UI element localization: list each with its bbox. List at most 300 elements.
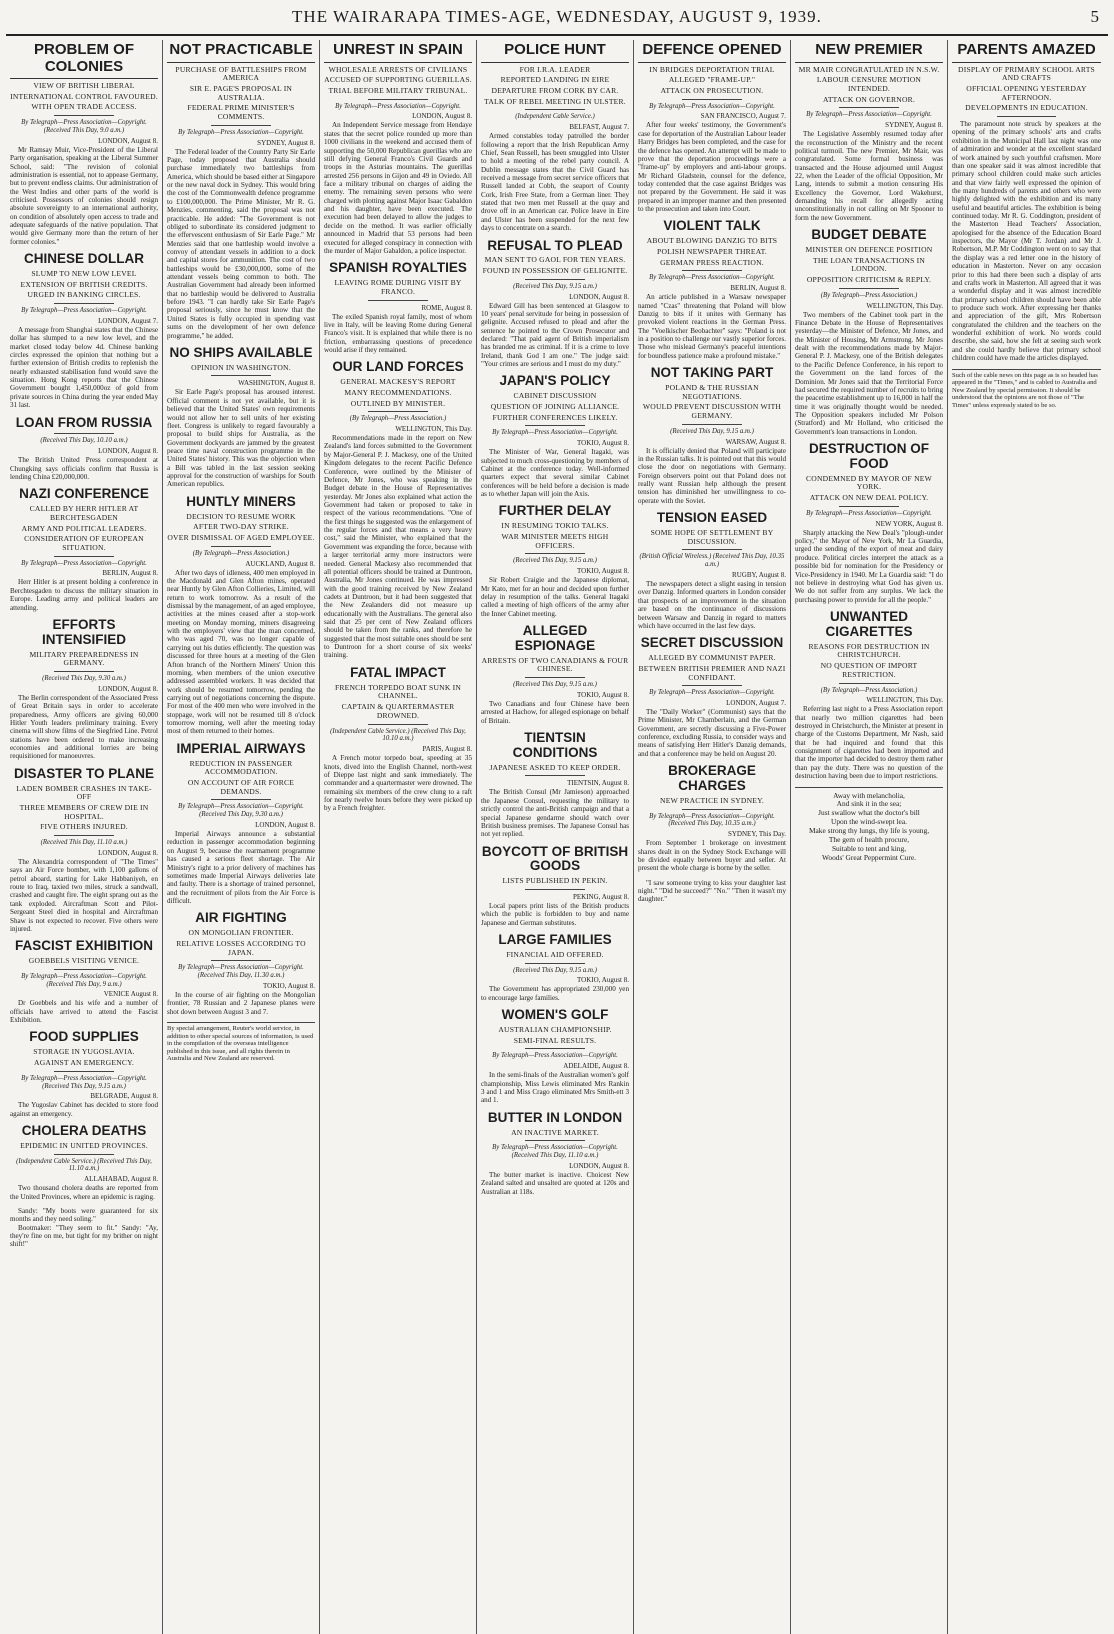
article-text: An article published in a Warsaw newspaper named "Czas" threatening that Poland will blow Danzig to bits if it unites with Germany has provoked violent reactions in the German Press. The "Voelkischer Beobachter" says: "Poland is not in a position to challenge our vastly superior forces. Those who mislead Germany's peaceful intentions for boundless patience make a profound mistake." xyxy=(638,293,786,360)
divider-rule xyxy=(211,960,270,961)
article-text: In the semi-finals of the Australian women's golf championship, Miss Lewis eliminated Mrs Rankin 3 and 1 and Miss Crago eliminated Mrs Smith-ett 3 and 1. xyxy=(481,1071,629,1105)
column-6 xyxy=(791,40,948,1634)
article xyxy=(10,1030,158,1118)
article-subheading: REDUCTION IN PASSENGER ACCOMMODATION. xyxy=(189,758,293,777)
article-headline: POLICE HUNT xyxy=(481,42,629,63)
article-body xyxy=(795,705,943,780)
article-text: Edward Gill has been sentenced at Glasgow to 10 years' penal servitude for being in possession of gelignite. Accused refused to plead and after the sentence he pointed to the Crown Prosecutor and declared: "That paid agent of British imperialism has branded me as criminal. If it is a crime to love Ireland, thank God I am one." The judge said: "Your crimes are serious and I must do my duty." xyxy=(481,301,629,369)
article-subheading: DEPARTURE FROM CORK BY CAR. xyxy=(491,85,619,95)
article-body xyxy=(795,311,943,436)
article-text: The British Consul (Mr Jamieson) approached the Japanese Consul, requesting the military to strictly control the anti-British campaign and that a special Japanese gendarme should watch over British business premises. The Japanese Consul has not yet replied. xyxy=(481,788,629,839)
article-text: From September 1 brokerage on investment shares dealt in on the Sydney Stock Exchange will be divided equally between buyer and seller. At present the whole charge is borne by the seller. xyxy=(638,839,786,873)
article-subheading: MANY RECOMMENDATIONS. xyxy=(344,387,452,397)
divider-rule xyxy=(211,125,270,126)
article-byline: By Telegraph—Press Association—Copyright. xyxy=(335,102,461,110)
article-subheading: FRENCH TORPEDO BOAT SUNK IN CHANNEL. xyxy=(334,682,462,701)
article-dateline: LONDON, August 8. xyxy=(569,1161,629,1170)
article-body xyxy=(10,858,158,933)
divider-rule xyxy=(525,109,584,110)
article-text: The Alexandria correspondent of "The Times" says an Air Force bomber, with 1,100 gallons of petrol aboard, starting for Lake Habbaniyeh, en route to Iraq, taxied two miles, struck a sandwall, crashed and caught fire. The eight sprang out as the tank exploded. Aircraftman Scott and Pilot-Sergeant Steel died in hospital and Aircraftman Shaw is not expected to recover. Five others were injured. xyxy=(10,857,158,933)
article-subheading: CONDEMNED BY MAYOR OF NEW YORK. xyxy=(806,473,932,492)
article-headline: BUDGET DEBATE xyxy=(811,227,927,243)
article-headline: PROBLEM OF COLONIES xyxy=(10,42,158,79)
article-headline: SECRET DISCUSSION xyxy=(640,635,784,651)
article-body xyxy=(10,1101,158,1118)
article-body xyxy=(481,788,629,838)
divider-rule xyxy=(54,835,113,836)
divider-rule xyxy=(54,303,113,304)
article-body xyxy=(10,326,158,410)
article-subheading: RELATIVE LOSSES ACCORDING TO JAPAN. xyxy=(176,938,306,957)
joke-line: Bootmaker: "They seem to fit." Sandy: "Ay, they're fine on me, but tight for my brither on night shift!" xyxy=(10,1223,158,1249)
masthead xyxy=(6,0,1108,36)
article-byline: By Telegraph—Press Association—Copyright. xyxy=(649,102,775,110)
columns-container xyxy=(6,40,1108,1634)
divider-rule xyxy=(525,425,584,426)
article-byline: By Telegraph—Press Association—Copyright. xyxy=(492,1052,618,1060)
divider-rule xyxy=(682,424,741,425)
article-headline: ALLEGED ESPIONAGE xyxy=(514,623,596,653)
reuters-notice: By special arrangement, Reuter's world service, in addition to other special sources of information, is used in the compilation of the overseas intelligence published in this issue, and all rights therein in Australia and New Zealand are reserved. xyxy=(167,1022,315,1063)
article xyxy=(638,636,786,758)
article-subheading: FEDERAL PRIME MINISTER'S COMMENTS. xyxy=(187,103,295,122)
article-dateline: PARIS, August 8. xyxy=(422,745,472,754)
article-text: The Legislative Assembly resumed today after the reconstruction of the Ministry and the recent political turmoil. The new Premier, Mr Mair, was congratulated. Some formal business was transacted and the House adjourned until August 22, when the Leader of the official Opposition, Mr Lang, intends to submit a motion censuring His Excellency the Governor, Lord Wakehurst, demanding his recall for allegedly acting unconstitutionally in not calling on Mr Spooner to form the new Government. xyxy=(795,130,943,222)
article-dateline: LONDON, August 8. xyxy=(569,292,629,301)
article-subheading: GOEBBELS VISITING VENICE. xyxy=(28,956,140,966)
article-dateline: LONDON, August 7. xyxy=(726,699,786,708)
divider-rule xyxy=(368,300,427,301)
divider-rule xyxy=(682,685,741,686)
article-dateline: AUCKLAND, August 8. xyxy=(245,559,315,568)
article-body xyxy=(952,120,1101,362)
article-headline: NO SHIPS AVAILABLE xyxy=(169,344,313,360)
article-headline: CHOLERA DEATHS xyxy=(21,1123,147,1139)
divider-rule xyxy=(211,546,270,547)
article-subheading: FIVE OTHERS INJURED. xyxy=(40,822,128,832)
article-subheading: OPPOSITION CRITICISM & REPLY. xyxy=(806,275,932,285)
article-subheading: IN RESUMING TOKIO TALKS. xyxy=(501,521,609,531)
article-text: In the course of air fighting on the Mongolian frontier, 78 Russian and 2 Japanese planes were shot down between August 3 and 7. xyxy=(167,990,315,1016)
article-subheading: TALK OF REBEL MEETING IN ULSTER. xyxy=(484,96,626,106)
article-subheading: SIR E. PAGE'S PROPOSAL IN AUSTRALIA. xyxy=(189,83,293,102)
divider-rule xyxy=(525,1140,584,1141)
article-subheading: ALLEGED "FRAME-UP." xyxy=(668,75,756,85)
article-subheading: TRIAL BEFORE MILITARY TRIBUNAL. xyxy=(328,85,468,95)
divider-rule xyxy=(211,375,270,376)
article-dateline: ADELAIDE, August 8. xyxy=(563,1062,629,1071)
divider-rule xyxy=(525,677,584,678)
article xyxy=(481,1008,629,1105)
article-body xyxy=(324,434,472,660)
article-subheading: ARMY AND POLITICAL LEADERS. xyxy=(21,523,147,533)
article-byline: (Independent Cable Service.) (Received This Day, 11.10 a.m.) xyxy=(16,1157,152,1173)
divider-rule xyxy=(839,683,898,684)
joke-line: Sandy: "My boots were guaranteed for six months and they need soling." xyxy=(10,1207,158,1224)
article-dateline: WELLINGTON, This Day. xyxy=(395,425,472,434)
article-body xyxy=(167,569,315,736)
article-dateline: VENICE August 8. xyxy=(103,990,158,999)
article-dateline: TOKIO, August 8. xyxy=(577,976,629,985)
article-headline: FASCIST EXHIBITION xyxy=(14,938,153,954)
advert-line: The gem of health procure, xyxy=(828,834,910,844)
article xyxy=(10,42,158,246)
article-subheading: POLAND & THE RUSSIAN NEGOTIATIONS. xyxy=(665,382,759,401)
article-headline: BOYCOTT OF BRITISH GOODS xyxy=(481,843,629,874)
article-subheading: STORAGE IN YUGOSLAVIA. xyxy=(33,1047,135,1057)
article-text: Sir Earle Page's proposal has aroused interest. Official comment is not yet available, but it is believed that the United States' own requirements would not allow her to sell units of her existing fleet. Congress is unlikely to regard favourably a proposal to build ships for Australia, as the Government dockyards are jammed by the greatest peace time naval construction programme in the United States' history. This was the objection when a Bill was tabled in the last session seeking approval for the construction of warships for South American republics. xyxy=(167,388,315,489)
article-byline: (Received This Day, 11.10 a.m.) xyxy=(40,839,128,847)
article-text: An Independent Service message from Hendaye states that the secret police rounded up more than 1000 civilians in the weekend and accused them of supporting the 50,000 Republican guerillas who are still defying General Franco's Civil Guards and troops in the Asturias mountains. The guerillas arrested 256 persons in Gijon and 49 in Oviedo. All face a military tribunal on charges of aiding the enemy. The remaining seven persons who were charged with plotting against Major Isaac Gabaldon and his daughter, have been executed. The execution had been delayed to allow the judges to decide on the method. It was earlier officially announced in Madrid that 53 persons had been executed for alleged conspiracy in connection with the murder of Major Gabaldon, a police inspector. xyxy=(324,121,472,255)
article-body xyxy=(481,902,629,927)
divider-rule xyxy=(682,809,741,810)
article xyxy=(638,764,786,872)
article-subheading: ALLEGED BY COMMUNIST PAPER. xyxy=(648,653,776,663)
divider-rule xyxy=(54,556,113,557)
article-body xyxy=(481,132,629,232)
article-headline: TENSION EASED xyxy=(656,510,768,526)
article-byline: By Telegraph—Press Association—Copyright. xyxy=(806,111,932,119)
article-body xyxy=(481,448,629,498)
article-body xyxy=(10,1184,158,1201)
article-subheading: VIEW OF BRITISH LIBERAL xyxy=(33,81,135,90)
article-subheading: WHOLESALE ARRESTS OF CIVILIANS xyxy=(328,64,468,74)
article-body xyxy=(481,700,629,725)
article-subheading: BETWEEN BRITISH PREMIER AND NAZI CONFIDANT. xyxy=(638,663,786,682)
article-subheading: ON ACCOUNT OF AIR FORCE DEMANDS. xyxy=(187,778,295,796)
article-byline: By Telegraph—Press Association—Copyright. xyxy=(649,689,775,697)
article-subheading: AFTER TWO-DAY STRIKE. xyxy=(193,522,289,532)
column-4 xyxy=(477,40,634,1634)
article xyxy=(795,42,943,222)
article xyxy=(638,219,786,360)
article-dateline: LONDON, August 8. xyxy=(98,136,158,145)
article-headline: FURTHER DELAY xyxy=(498,503,612,519)
article-dateline: RUGBY, August 8. xyxy=(732,571,786,580)
article-byline: (Received This Day, 9.15 a.m.) xyxy=(513,282,597,290)
article-subheading: SLUMP TO NEW LOW LEVEL xyxy=(31,268,137,278)
article-headline: IMPERIAL AIRWAYS xyxy=(176,740,306,756)
article-text: Two Canadians and four Chinese have been arrested at Hachow, for alleged espionage on behalf of Britain. xyxy=(481,699,629,725)
article-subheading: ATTACK ON NEW DEAL POLICY. xyxy=(809,493,929,503)
article-body xyxy=(638,839,786,872)
article-byline: (Received This Day, 9.30 a.m.) xyxy=(42,675,126,683)
article xyxy=(795,610,943,781)
article-text: After four weeks' testimony, the Government's case for deportation of the Australian Labour leader Harry Bridges has been completed, and the case for the defence has opened. An attempt will be made to prove that the deportation proceedings were a "frame-up" by employers and anti-labour groups. Mr Richard Gladstein, counsel for the defence, today contended that the case against Bridges was not prepared by the Government. He said it was prepared in an improper manner and then presented to the prosecution and taken into Court. xyxy=(638,121,786,214)
article-subheading: CAPTAIN & QUARTERMASTER DROWNED. xyxy=(341,702,455,720)
article-subheading: GENERAL MACKESY'S REPORT xyxy=(340,377,456,387)
article-dateline: SYDNEY, August 8. xyxy=(257,138,315,147)
article-text: Referring last night to a Press Association report that nearly two million cigarettes had been destroyed in Christchurch, the Minister at present in charge of the Customs Department, Mr Nash, said that he had inquired and found that this consignment of cigarettes had been imported and that the importer had decided to destroy them rather than pay the duty. There was no question of the destruction having been due to import restrictions. xyxy=(795,705,943,781)
article xyxy=(638,511,786,630)
article xyxy=(324,360,472,660)
article xyxy=(10,767,158,933)
article xyxy=(795,228,943,436)
article-body xyxy=(10,456,158,481)
article-text: Two thousand cholera deaths are reported from the United Provinces, where an epidemic is raging. xyxy=(10,1184,158,1201)
article-body xyxy=(795,130,943,222)
article xyxy=(10,252,158,409)
divider-rule xyxy=(368,99,427,100)
article-body xyxy=(167,388,315,488)
article-byline: By Telegraph—Press Association—Copyright. xyxy=(649,274,775,282)
copyright-footnote: Such of the cable news on this page as is so headed has appeared in the "Times," and is cabled to Australia and New Zealand by special permission. It should be understood that the opinions are not those of "The Times" unless expressly stated to be so. xyxy=(952,369,1101,410)
article-subheading: LABOUR CENSURE MOTION INTENDED. xyxy=(816,75,922,93)
article-text: The butter market is inactive. Choicest New Zealand salted and unsalted are quoted at 120s and Australian at 118s. xyxy=(481,1170,629,1196)
article-body xyxy=(481,985,629,1002)
divider-rule xyxy=(54,1154,113,1155)
article-byline: By Telegraph—Press Association—Copyright. xyxy=(21,307,147,315)
article-text: Local papers print lists of the British products which the public is forbidden to buy and name Japanese and German substitutes. xyxy=(481,902,629,927)
article-body xyxy=(638,293,786,360)
article-body xyxy=(324,754,472,813)
advert-line: And sink it in the sea; xyxy=(836,799,902,809)
article-headline: PARENTS AMAZED xyxy=(952,42,1101,63)
article-subheading: REPORTED LANDING IN EIRE xyxy=(500,75,610,85)
article-byline: (By Telegraph—Press Association.) xyxy=(820,686,918,694)
article-subheading: EPIDEMIC IN UNITED PROVINCES. xyxy=(20,1140,148,1150)
divider-rule xyxy=(839,288,898,289)
article-headline: NAZI CONFERENCE xyxy=(19,486,149,502)
article-subheading: CONSIDERATION OF EUROPEAN SITUATION. xyxy=(24,534,144,552)
divider-rule xyxy=(682,549,741,550)
article xyxy=(324,666,472,813)
article xyxy=(638,366,786,505)
article-subheading: POLISH NEWSPAPER THREAT. xyxy=(657,246,767,256)
article-headline: OUR LAND FORCES xyxy=(332,359,464,375)
article-text: The Minister of War, General Itagaki, was subjected to much cross-questioning by members of Cabinet at the conference today. Well-informed quarters expect that several similar Cabinet conferences will be held before a decision is made as to whether Japan will join the Axis. xyxy=(481,448,629,499)
peppermint-cure-advert xyxy=(795,787,943,863)
article-text: After two days of idleness, 400 men employed in the Macdonald and Glen Afton mines, operated near Huntly by Glen Afton Collieries, Limited, will return to work tomorrow. As a result of the dismissal by the management, of an aged employee, activities at the mines ceased after a stop-work meeting on Monday morning, miners disagreeing with the employers' view that the man concerned, who was aged 70, was no longer capable of carrying out his duties efficiently. The question was discussed for three hours at a meeting of the Glen Afton branch of the Northern Miners' Union this morning, when members of the union executive addressed assembled workers. It was decided that work should be resumed tomorrow, pending the carrying out of negotiations concerning the dispute. For most of the 400 men who were involved in the stoppage, work will not be resumed till 8 o'clock tomorrow morning, well after the meeting today most of them returned to their homes. xyxy=(167,568,315,736)
article-text: A French motor torpedo boat, speeding at 35 knots, dived into the English Channel, north-west of Dieppe last night and sank immediately. The commander and a quartermaster were drowned. The remaining six members of the crew clung to a raft for nearly twelve hours before they were picked up by a French freighter. xyxy=(324,754,472,813)
divider-rule xyxy=(839,107,898,108)
article-subheading: CABINET DISCUSSION xyxy=(513,391,597,401)
filler-joke xyxy=(10,1207,158,1249)
article-subheading: THE LOAN TRANSACTIONS IN LONDON. xyxy=(812,255,926,274)
article-subheading: PURCHASE OF BATTLESHIPS FROM AMERICA xyxy=(175,64,307,83)
article-body xyxy=(10,578,158,611)
divider-rule xyxy=(525,279,584,280)
article-dateline: LONDON, August 7. xyxy=(98,316,158,325)
article-subheading: FOUND IN POSSESSION OF GELIGNITE. xyxy=(482,266,628,276)
article-body xyxy=(167,148,315,340)
article-subheading: REASONS FOR DESTRUCTION IN CHRISTCHURCH. xyxy=(808,641,930,660)
article-subheading: ATTACK ON PROSECUTION. xyxy=(660,85,764,95)
article-body xyxy=(167,991,315,1016)
article-subheading: WITH OPEN TRADE ACCESS. xyxy=(31,102,137,112)
article-headline: UNWANTED CIGARETTES xyxy=(825,608,913,639)
article-subheading: URGED IN BANKING CIRCLES. xyxy=(27,290,141,300)
article-subheading: AGAINST AN EMERGENCY. xyxy=(34,1058,134,1068)
divider-rule xyxy=(525,963,584,964)
article-subheading: MILITARY PREPAREDNESS IN GERMANY. xyxy=(29,649,139,668)
advert-line: Make strong thy lungs, thy life is young, xyxy=(808,826,930,836)
article-body xyxy=(324,313,472,355)
article-byline: By Telegraph—Press Association—Copyright. (Received This Day, 9.0 a.m.) xyxy=(21,119,147,134)
article xyxy=(481,933,629,1002)
article-body xyxy=(481,1171,629,1196)
article-byline: (Received This Day, 10.10 a.m.) xyxy=(40,437,128,445)
article xyxy=(167,346,315,489)
divider-rule xyxy=(839,506,898,507)
article-dateline: BERLIN, August 8. xyxy=(730,284,786,293)
article-dateline: PEKING, August 8. xyxy=(572,893,629,902)
article-text: The Government has appropriated 230,000 yen to encourage large families. xyxy=(481,985,629,1002)
article-subheading: FINANCIAL AID OFFERED. xyxy=(506,949,604,959)
article-subheading: OPINION IN WASHINGTON. xyxy=(191,362,291,372)
article-headline: NEW PREMIER xyxy=(795,42,943,63)
divider-rule xyxy=(54,115,113,116)
article-body xyxy=(10,694,158,761)
article-dateline: TOKIO, August 8. xyxy=(577,439,629,448)
article-body xyxy=(638,580,786,630)
advert-line: Woods' Great Peppermint Cure. xyxy=(822,852,916,862)
article-byline: (Received This Day, 9.15 a.m.) xyxy=(670,427,754,435)
article-subheading: SOME HOPE OF SETTLEMENT BY DISCUSSION. xyxy=(650,528,774,546)
article-headline: REFUSAL TO PLEAD xyxy=(487,237,623,253)
advert-line: Suitable to tent and king, xyxy=(831,843,907,853)
article-dateline: TOKIO, August 8. xyxy=(577,690,629,699)
article-headline: DEFENCE OPENED xyxy=(638,42,786,63)
article-text: Imperial Airways announce a substantial reduction in passenger accommodation beginning on August 9, because the rearmament programme has caused a serious fleet shortage. The Air Ministry's right to a prior delivery of machines has sometimes made Imperial Airways deliveries late and faulty. There is a shortage of trained personnel, and the recruitment of pilots from the Air Force is difficult. xyxy=(167,830,315,905)
divider-rule xyxy=(211,799,270,800)
joke-line: "I saw someone trying to kiss your daughter last night." "Did he succeed?" "No." "Then it wasn't my daughter." xyxy=(638,878,786,904)
article-subheading: DECISION TO RESUME WORK xyxy=(186,511,296,521)
article-text: Sir Robert Craigie and the Japanese diplomat, Mr Kato, met for an hour and decided upon further delay in resumption of the talks. General Itagaki called a meeting of high officers of the army after the Inner Cabinet meeting. xyxy=(481,576,629,618)
article-subheading: CALLED BY HERR HITLER AT BERCHTESGADEN xyxy=(29,504,139,522)
article-dateline: SAN FRANCISCO, August 7. xyxy=(700,112,786,121)
article-dateline: TOKIO, August 8. xyxy=(263,981,315,990)
article-headline: AIR FIGHTING xyxy=(195,910,287,926)
article-byline: (British Official Wireless.) (Received This Day, 10.35 a.m.) xyxy=(639,553,785,569)
article-text: Two members of the Cabinet took part in the Finance Debate in the House of Representatives yesterday—the Minister of Defence, Mr Jones, and the Minister of Housing, Mr Armstrong. Mr Jones dealt with the recommendations made by Major-General P. J. Mackesy, one of the British delegates to the Pacific Defence Conference, in his report to the Government on the land forces of the Dominion. Mr Jones said that the Territorial Force had secured the required number of recruits to bring the peacetime establishment up to 16,000 in half the time it was originally thought would be needed. The Opposition speakers included Mr Polson (Stratford) and Mr Holland, who criticised the Government's loan transactions in London. xyxy=(795,310,943,436)
article-text: Dr Goebbels and his wife and a number of officials have arrived to attend the Fascist Exhibition. xyxy=(10,999,158,1025)
article-text: Herr Hitler is at present holding a conference in Berchtesgaden to discuss the military situation in Europe. Leading army and political leaders are attending. xyxy=(10,578,158,612)
article-dateline: ROME, August 8. xyxy=(421,303,472,312)
article-subheading: LISTS PUBLISHED IN PEKIN. xyxy=(502,876,608,886)
article-headline: EFFORTS INTENSIFIED xyxy=(41,616,126,647)
article-subheading: DISPLAY OF PRIMARY SCHOOL ARTS AND CRAFTS xyxy=(958,64,1095,83)
article-subheading: LEAVING ROME DURING VISIT BY FRANCO. xyxy=(334,278,462,296)
article xyxy=(10,416,158,482)
article-body xyxy=(167,830,315,905)
article-byline: (By Telegraph—Press Association.) xyxy=(192,549,290,557)
article-byline: By Telegraph—Press Association—Copyright. (Received This Day, 10.35 a.m.) xyxy=(649,812,775,828)
article-byline: (Received This Day, 9.15 a.m.) xyxy=(513,557,597,565)
filler-joke xyxy=(638,879,786,904)
article-dateline: BELFAST, August 7. xyxy=(569,123,629,132)
article-subheading: OVER DISMISSAL OF AGED EMPLOYEE. xyxy=(167,533,315,543)
article xyxy=(952,42,1101,363)
article-text: The Federal leader of the Country Party Sir Earle Page, today proposed that Australia should purchase immediately two battleships from America, which should be based either at Singapore or the new naval dock in Sydney. This would bring the cost of the Commonwealth defence programme to £100,000,000. The Prime Minister, Mr R. G. Menzies, commenting, said the proposal was not practicable. He added: "The Government is not obliged to subordinate its considered judgment to the effervescent enthusiasm of Sir Earle Page." Mr Menzies said that one battleship would involve a convoy of attendant vessels in addition to a dock and capital stores for ammunition. The cost of two battleships would be £30,000,000, some of the attendant vessels being common to both. The Australian Government had already been informed that no battleship would be delivered to Australia before 1943. "I can hardly take Sir Earle Page's proposal seriously, since he must know that the United States is fully occupied in spending vast sums on the development of her own defence programme," he added. xyxy=(167,147,315,340)
article-headline: LARGE FAMILIES xyxy=(498,932,612,948)
article xyxy=(481,624,629,725)
article-body xyxy=(638,447,786,506)
article-dateline: LONDON, August 8. xyxy=(255,821,315,830)
article-text: The British United Press correspondent at Chungking says officials confirm that Russia is lending China £20,000,000. xyxy=(10,456,158,481)
article-subheading: OUTLINED BY MINISTER. xyxy=(350,398,446,408)
article-subheading: ATTACK ON GOVERNOR. xyxy=(823,94,915,104)
divider-rule xyxy=(54,671,113,672)
divider-rule xyxy=(525,553,584,554)
article-headline: HUNTLY MINERS xyxy=(186,493,296,509)
article-headline: UNREST IN SPAIN xyxy=(324,42,472,63)
article xyxy=(481,239,629,369)
article-subheading: NO QUESTION OF IMPORT RESTRICTION. xyxy=(820,661,918,679)
article-subheading: IN BRIDGES DEPORTATION TRIAL xyxy=(649,64,775,74)
column-5 xyxy=(634,40,791,1634)
article-dateline: WARSAW, August 8. xyxy=(725,437,786,446)
article xyxy=(638,42,786,213)
article-byline: (By Telegraph—Press Association.) xyxy=(349,415,447,423)
article-text: A message from Shanghai states that the Chinese dollar has slumped to a new low level, and the market closed today below 4d. Chinese banking circles expressed the opinion that nothing but a further extension of British credits to replenish the nearly exhausted stabilisation fund would save the situation. Hong Kong reports that the Chinese Government bought 1,450,000oz of gold from private sources in China during the year ended May 31 last. xyxy=(10,325,158,410)
article-subheading: WOULD PREVENT DISCUSSION WITH GERMANY. xyxy=(642,402,782,421)
article-byline: By Telegraph—Press Association—Copyright. (Received This Day, 11.30 a.m.) xyxy=(178,964,304,980)
article-text: The newspapers detect a slight easing in tension over Danzig. Informed quarters in London consider that prospects of an improvement in the situation are based on the continuance of discussions between Warsaw and Danzig in regard to matters which have occurred in the last few days. xyxy=(638,580,786,630)
article-subheading: INTERNATIONAL CONTROL FAVOURED. xyxy=(10,91,158,101)
article-text: The paramount note struck by speakers at the opening of the primary schools' arts and crafts exhibition in the Municipal Hall last night was one of admiration and wonder at the excellent standard of work attained by such youthful craftsmen. More than one speaker said it was almost incredible that primary school children could make such articles and that view fairly well expressed the opinion of the many hundreds of parents and others who were highly delighted with the exhibition and its many useful and beautiful articles. The exhibition is being continued today. Mr R. G. Coddington, president of the Masterton Head Teachers' Association, apologised for the absence of the Education Board inspectors, the Mayor (Mr T. Jordan) and Mr J. Robertson, M.P. Mr Coddington went on to say that the display was a red letter one in the history of education in Masterton. Never on any occasion prior to this had there been such a display of arts and crafts work in Masterton. All agreed that it was a wonderful display and it was almost incredible that primary school children should have been able to produce such work. After expressing her thanks and appreciation of the gift, Mrs Robertson congratulated the children and the teachers on the wonderful exhibition of work. No words could describe, she said, how she felt at seeing such work and she could hardly believe that primary school children could have made the articles displayed. xyxy=(952,120,1101,363)
article-dateline: LONDON, August 8. xyxy=(412,112,472,121)
article-headline: JAPAN'S POLICY xyxy=(499,373,611,389)
article-headline: WOMEN'S GOLF xyxy=(501,1007,609,1023)
article-body xyxy=(795,529,943,604)
article xyxy=(167,742,315,906)
article-subheading: NEW PRACTICE IN SYDNEY. xyxy=(660,795,764,805)
article-subheading: SEMI-FINAL RESULTS. xyxy=(513,1035,597,1045)
article-byline: By Telegraph—Press Association—Copyright. xyxy=(178,128,304,136)
article-byline: By Telegraph—Press Association—Copyright. (Received This Day, 9.15 a.m.) xyxy=(21,1074,147,1090)
article-byline: By Telegraph—Press Association—Copyright. xyxy=(806,509,932,517)
divider-rule xyxy=(368,411,427,412)
article-body xyxy=(638,708,786,758)
article-subheading: THREE MEMBERS OF CREW DIE IN HOSPITAL. xyxy=(19,803,149,821)
article-text: The Berlin correspondent of the Associated Press of Great Britain says in order to accelerate preparedness, Army officers are giving 60,000 Hitler Youth leaders preliminary training. Every cinema will show films of the Siegfried Line. Petrol stations have been ordered to make increasing economies and additional lorries are being requisitioned for manoeuvres. xyxy=(10,693,158,761)
article-dateline: BELGRADE, August 8. xyxy=(90,1092,158,1101)
article-dateline: WELLINGTON, This Day. xyxy=(866,696,943,705)
article-subheading: AN INACTIVE MARKET. xyxy=(511,1127,599,1137)
article-text: The Yugoslav Cabinet has decided to store food against an emergency. xyxy=(10,1101,158,1118)
article-subheading: EXTENSION OF BRITISH CREDITS. xyxy=(20,279,148,289)
article-subheading: WAR MINISTER MEETS HIGH OFFICERS. xyxy=(501,532,609,550)
article xyxy=(10,939,158,1024)
article-headline: SPANISH ROYALTIES xyxy=(329,260,467,276)
article-body xyxy=(481,576,629,618)
article-text: The "Daily Worker" (Communist) says that the Prime Minister, Mr Chamberlain, and the German Government, are secretly discussing a Five-Power conference, excluding Russia, to consider ways and means of satisfying Herr Hitler's Danzig demands, and that a conference may be held on August 20. xyxy=(638,708,786,758)
divider-rule xyxy=(525,1048,584,1049)
article-dateline: ALLAHABAD, August 8. xyxy=(84,1175,158,1184)
article-dateline: WELLINGTON, This Day. xyxy=(866,301,943,310)
article-dateline: LONDON, August 8. xyxy=(98,447,158,456)
article-headline: DISASTER TO PLANE xyxy=(13,765,155,781)
advert-line: Just swallow what the doctor's bill xyxy=(818,808,920,818)
article-byline: (Received This Day, 9.15 a.m.) xyxy=(513,681,597,689)
article-headline: NOT PRACTICABLE xyxy=(167,42,315,63)
article-headline: LOAN FROM RUSSIA xyxy=(15,414,153,430)
article-body xyxy=(481,1071,629,1104)
article-text: It is officially denied that Poland will participate in the Russian talks. It is pointed out that this would close the door on negotiations with Germany. Foreign observers point out that Poland does not really want Russian help although the present tension has diminished her unwillingness to co-operate with the Soviet. xyxy=(638,446,786,505)
article-subheading: GERMAN PRESS REACTION. xyxy=(660,257,764,267)
article-dateline: WASHINGTON, August 8. xyxy=(238,379,315,388)
page-number: 5 xyxy=(1090,7,1100,26)
article-dateline: TOKIO, August 8. xyxy=(577,567,629,576)
divider-rule xyxy=(54,969,113,970)
article-byline: By Telegraph—Press Association—Copyright. (Received This Day, 9 a.m.) xyxy=(21,972,147,988)
article-body xyxy=(324,121,472,255)
article-subheading: AUSTRALIAN CHAMPIONSHIP. xyxy=(498,1025,612,1035)
article xyxy=(324,42,472,255)
article xyxy=(10,487,158,612)
article-byline: (Independent Cable Service.) (Received This Day, 10.10 a.m.) xyxy=(330,727,466,743)
